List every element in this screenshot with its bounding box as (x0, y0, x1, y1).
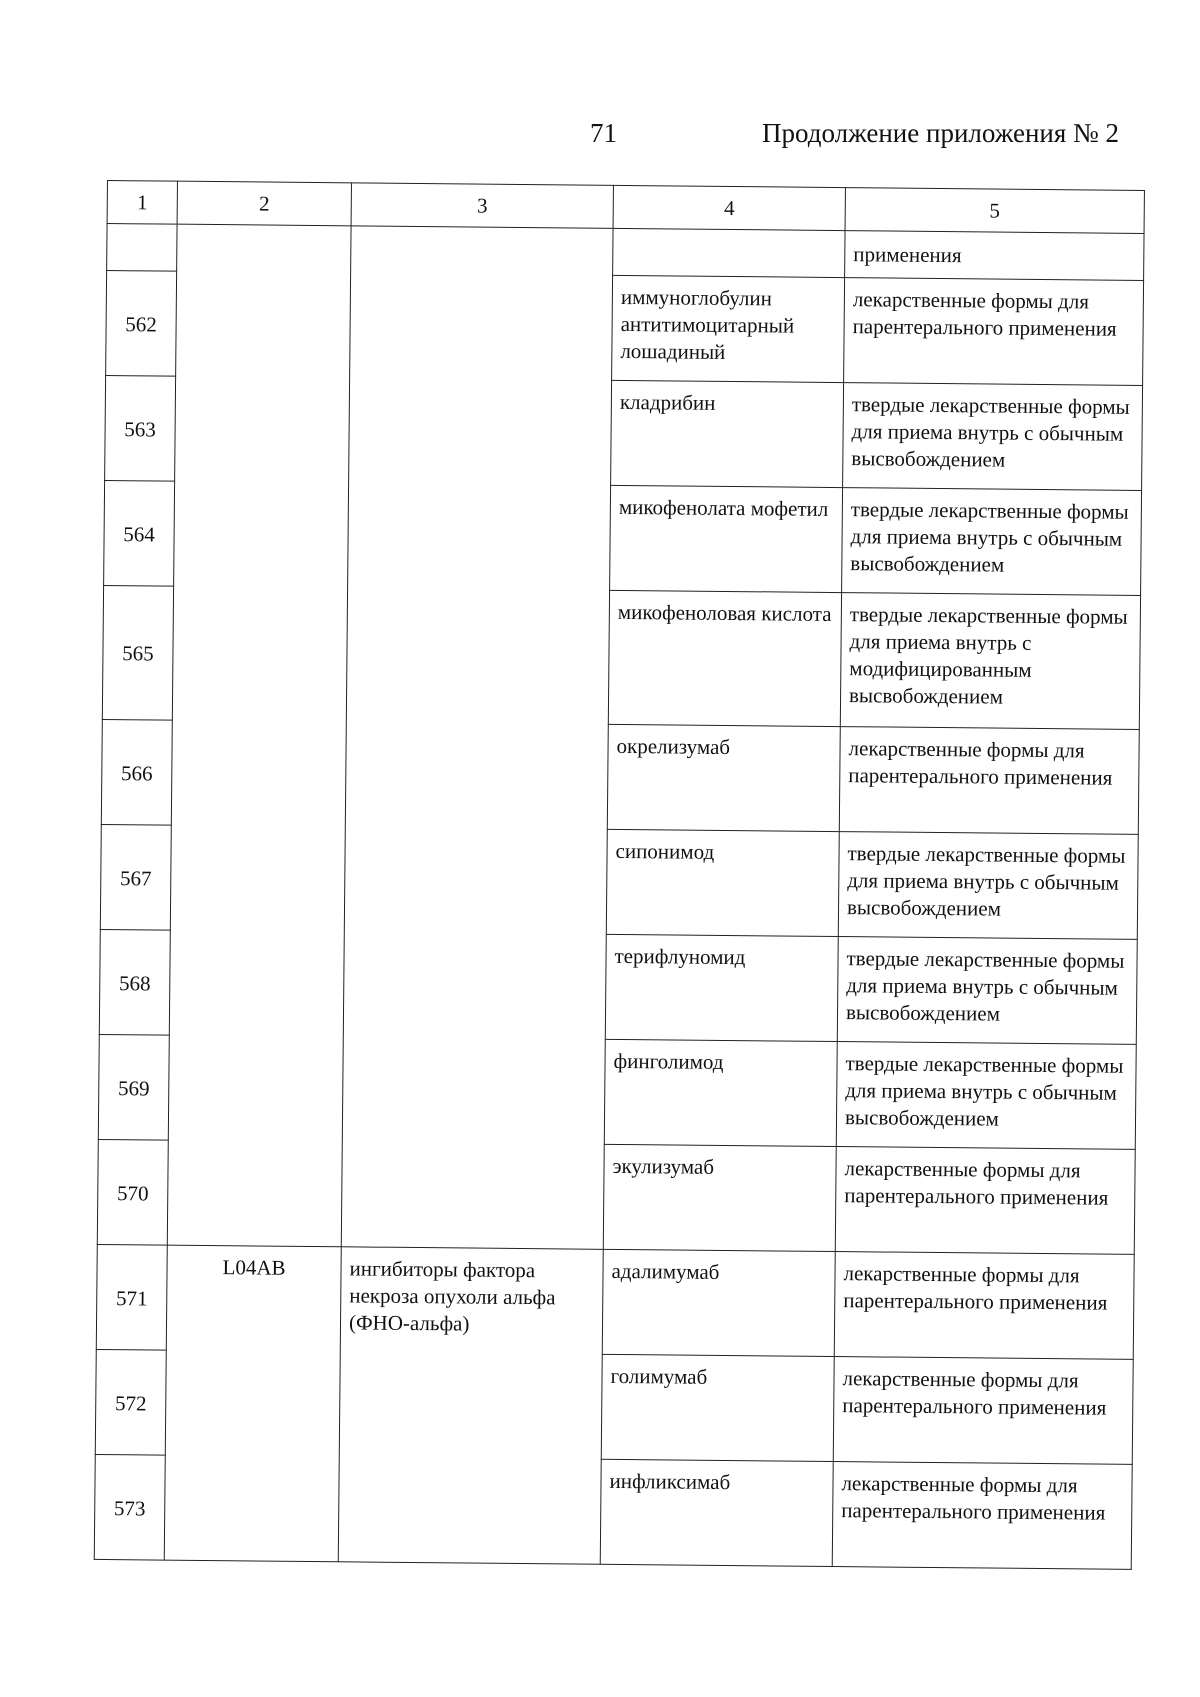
drug-name: голимумаб (601, 1354, 834, 1461)
row-number: 568 (99, 929, 170, 1035)
drug-name: окрелизумаб (607, 724, 840, 831)
drug-name: иммуноглобулин антитимоцитарный лошадиный (612, 275, 845, 382)
row-number: 563 (105, 375, 176, 481)
column-header: 5 (845, 188, 1144, 234)
dosage-form: твердые лекарственные формы для приема внутрь с обычным высвобождением (842, 488, 1142, 596)
drug-name: адалимумаб (602, 1249, 835, 1356)
dosage-form: твердые лекарственные формы для приема внутрь с обычным высвобождением (843, 383, 1143, 491)
appendix-continuation-title: Продолжение приложения № 2 (762, 118, 1120, 148)
drug-name: терифлуномид (605, 934, 838, 1041)
drug-name: кладрибин (611, 380, 844, 487)
drug-name: микофенолата мофетил (610, 485, 843, 592)
row-number: 571 (96, 1244, 167, 1350)
drug-name: микофеноловая кислота (608, 590, 841, 726)
column-header: 3 (351, 183, 613, 229)
row-number: 572 (95, 1349, 166, 1455)
row-number: 569 (98, 1034, 169, 1140)
column-header: 4 (613, 185, 845, 230)
atc-code-cell (167, 224, 351, 1247)
dosage-form: твердые лекарственные формы для приема внутрь с модифицированным высвобождением (840, 593, 1140, 730)
row-number: 570 (97, 1139, 168, 1245)
dosage-form: лекарственные формы для парентерального применения (832, 1462, 1132, 1570)
empty-cell (613, 228, 845, 277)
medication-table (94, 180, 1145, 1570)
table-row-continuation (107, 224, 1144, 281)
pharmacological-group: ингибиторы фактора некроза опухоли альфа (ФНО-альфа) (338, 1247, 603, 1565)
dosage-form: твердые лекарственные формы для приема внутрь с обычным высвобождением (836, 1042, 1136, 1150)
table-row (96, 1244, 1134, 1359)
dosage-form: твердые лекарственные формы для приема внутрь с обычным высвобождением (838, 832, 1138, 940)
empty-cell (107, 224, 177, 272)
row-number: 564 (104, 480, 175, 586)
atc-code: L04AB (164, 1245, 341, 1562)
form-cell: применения (845, 231, 1144, 281)
dosage-form: твердые лекарственные формы для приема внутрь с обычным высвобождением (837, 937, 1137, 1045)
column-header: 2 (177, 181, 351, 226)
drug-name: инфликсимаб (600, 1459, 833, 1566)
drug-name: сипонимод (606, 829, 839, 936)
dosage-form: лекарственные формы для парентерального применения (834, 1252, 1134, 1360)
dosage-form: лекарственные формы для парентерального применения (844, 278, 1144, 386)
dosage-form: лекарственные формы для парентерального применения (839, 727, 1139, 835)
group-cell (341, 226, 613, 1249)
dosage-form: лекарственные формы для парентерального применения (835, 1147, 1135, 1255)
page-number: 71 (590, 118, 617, 148)
dosage-form: лекарственные формы для парентерального применения (833, 1357, 1133, 1465)
row-number: 567 (100, 824, 171, 930)
row-number: 562 (106, 271, 177, 377)
row-number: 565 (102, 585, 173, 720)
row-number: 573 (94, 1454, 165, 1560)
drug-name: экулизумаб (603, 1144, 836, 1251)
row-number: 566 (101, 719, 172, 825)
drug-name: финголимод (604, 1039, 837, 1146)
column-header: 1 (107, 181, 177, 225)
